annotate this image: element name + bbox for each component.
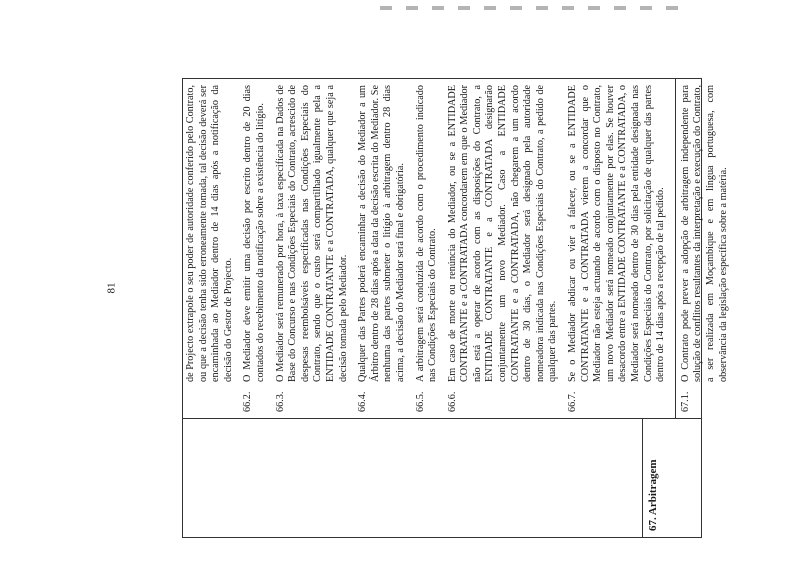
paragraph-text: Qualquer das Partes poderá encaminhar a decisão do Mediador a um Árbitro dentro de 28 dias após a data da decisão escrita do Mediador. Se nenhuma das partes submeter o litígio à arbitragem dentro 28 dias acima, a decisão do Mediador será final e obrigatória. (357, 85, 406, 382)
heading-cell-empty (183, 419, 643, 537)
paragraph (415, 85, 440, 412)
paragraph (447, 85, 560, 412)
paragraph-number: 66.2. (242, 391, 254, 412)
paragraph (275, 85, 351, 412)
paragraph-number: 66.7. (567, 391, 579, 412)
paragraph-text: Se o Mediador abdicar ou vier a falecer, ou se a ENTIDADE CONTRATANTE e a CONTRATADA vierem a concordar que o Mediador não esteja actuando de acordo com o disposto no Contrato, um novo Mediador será nomeado conjuntamente por elas. Se houver desacordo entre a ENTIDADE CONTRATANTE e a CONTRATADA, o Mediador será nomeado dentro de 30 dias pela entidade designada nas Condições Especiais do Contrato, por solicitação de qualquer das partes dentro de 14 dias após a recepção de tal pedido. (567, 85, 667, 382)
paragraph (567, 85, 668, 412)
heading-column (183, 418, 701, 537)
paragraph-number: 66.4. (357, 391, 369, 412)
section-heading: 67. Arbitragem (647, 459, 659, 531)
paragraph-text: O Mediador deve emitir uma decisão por escrito dentro de 20 dias contados do recebimento da notificação sobre a existência do litígio. (242, 85, 266, 382)
paragraph-text: A arbitragem será conduzida de acordo com o procedimento indicado nas Condições Especiais do Contrato. (414, 85, 439, 382)
document-table (182, 78, 729, 538)
paragraph-number: 67.1. (679, 391, 691, 412)
paragraph-text: Em caso de morte ou renúncia do Mediador, ou se a ENTIDADE CONTRATANTE e a CONTRATADA concordarem em que o Mediador não está a operar de acordo com as disposições do Contrato, a ENTIDADE CONTRATANTE e a CONTRATADA designarão conjuntamente um novo Mediador. Caso a ENTIDADE CONTRATANTE e a CONTRATADA, não chegarem a um acordo dentro de 30 dias, o Mediador será designado pela autoridade nomeadora indicada nas Condições Especiais do Contrato, a pedido de qualquer das partes. (446, 85, 559, 382)
paragraph-text: de Projecto extrapole o seu poder de autoridade conferido pelo Contrato, ou que a decisão tenha sido erroneamente tomada, tal decisão deverá ser encaminhada ao Mediador dentro de 14 dias após a notificação da decisão do Gestor de Projecto. (185, 85, 234, 382)
body-column (183, 79, 729, 418)
paragraph-number (185, 382, 235, 412)
page-number: 81 (105, 282, 118, 294)
paragraph (242, 85, 267, 412)
clause-66-cell (183, 79, 676, 418)
paragraph (357, 85, 407, 412)
paragraph-number: 66.3. (274, 391, 286, 412)
paragraph (680, 85, 730, 412)
paragraph (185, 85, 235, 412)
paragraph-number: 66.5. (414, 391, 426, 412)
paragraph-text: O Contrato pode prever a adopção de arbitragem independente para solução de conflitos resultantes da interpretação e execução do Contrato, a ser realizada em Moçambique e em língua portuguesa, com observância da legislação específica sobre a matéria. (679, 85, 729, 382)
paragraph-text: O Mediador será remunerado por hora, à taxa especificada na Dados de Base do Concurso e nas Condições Especiais do Contrato, acrescido de despesas reembolsáveis especificadas nas Condições Especiais do Contrato, sendo que o custo será compartilhado igualmente pela a ENTIDADE CONTRATANTE e a CONTRATADA, qualquer que seja a decisão tomada pelo Mediador. (274, 85, 349, 382)
scan-artifact (380, 6, 680, 10)
paragraph-number: 66.6. (446, 391, 458, 412)
clause-67-cell (676, 79, 734, 418)
